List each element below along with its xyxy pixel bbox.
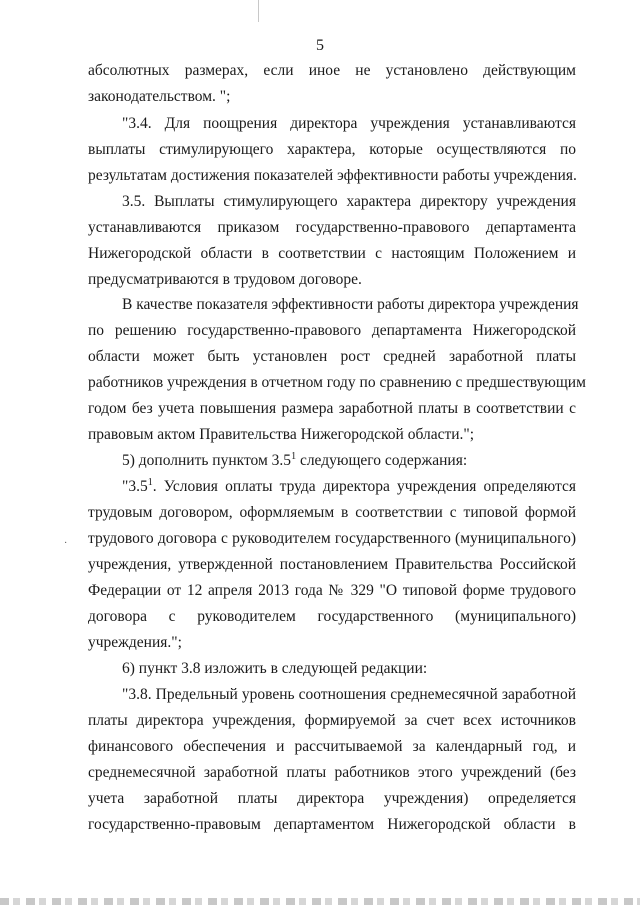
text-span: 5) дополнить пунктом 3.5 — [122, 452, 292, 469]
text-line: "3.4. Для поощрения директора учреждения устанавливаются — [122, 115, 576, 132]
scan-artifact-mark: · — [64, 538, 68, 549]
text-line: платы директора учреждения, формируемой за счет всех источников — [88, 712, 576, 729]
text-line: государственно-правовым департаментом Нижегородской области в — [88, 816, 576, 833]
text-span: следующего содержания: — [296, 452, 468, 469]
text-line: правовым актом Правительства Нижегородской области."; — [88, 426, 475, 443]
page-number: 5 — [316, 37, 324, 54]
text-line — [122, 451, 576, 471]
scan-artifact-tick — [258, 0, 259, 22]
scan-artifact-edge — [0, 898, 640, 905]
text-line: Нижегородской области в соответствии с настоящим Положением и — [88, 245, 576, 262]
text-line: финансового обеспечения и рассчитываемой за календарный год, и — [88, 738, 576, 755]
text-line: договора с руководителем государственного (муниципального) — [88, 608, 576, 625]
text-line: трудового договора с руководителем государственного (муниципального) — [88, 530, 576, 547]
text-line: 6) пункт 3.8 изложить в следующей редакции: — [122, 660, 428, 677]
text-line: учета заработной платы директора учреждения) определяется — [88, 790, 576, 807]
text-line: среднемесячной заработной платы работников этого учреждений (без — [88, 764, 576, 781]
text-line: абсолютных размерах, если иное не установлено действующим — [88, 62, 576, 79]
text-line: результатам достижения показателей эффективности работы учреждения. — [88, 167, 577, 184]
text-line: предусматриваются в трудовом договоре. — [88, 271, 362, 288]
text-line: по решению государственно-правового департамента Нижегородской — [88, 322, 576, 339]
text-span: . Условия оплаты труда директора учреждения определяются — [152, 478, 576, 495]
superscript: 1 — [291, 451, 297, 462]
text-line: устанавливаются приказом государственно-правового департамента — [88, 219, 576, 236]
text-line — [122, 477, 576, 497]
text-line: Федерации от 12 апреля 2013 года № 329 "О типовой форме трудового — [88, 582, 576, 599]
text-line: работников учреждения в отчетном году по сравнению с предшествующим — [88, 374, 586, 391]
text-line: учреждения, утвержденной постановлением Правительства Российской — [88, 556, 576, 573]
superscript: 1 — [147, 477, 153, 488]
text-line: области может быть установлен рост средней заработной платы — [88, 348, 576, 365]
text-line: учреждения."; — [88, 634, 182, 651]
text-line: В качестве показателя эффективности работы директора учреждения — [122, 296, 579, 313]
text-line: 3.5. Выплаты стимулирующего характера директору учреждения — [122, 193, 576, 210]
text-span: "3.5 — [122, 478, 148, 495]
text-line: годом без учета повышения размера заработной платы в соответствии с — [88, 400, 576, 417]
text-line: "3.8. Предельный уровень соотношения среднемесячной заработной — [122, 686, 576, 703]
text-line: трудовым договором, оформляемым в соответствии с типовой формой — [88, 504, 576, 521]
text-line: выплаты стимулирующего характера, которые осуществляются по — [88, 141, 576, 158]
text-line: законодательством. "; — [88, 88, 231, 105]
